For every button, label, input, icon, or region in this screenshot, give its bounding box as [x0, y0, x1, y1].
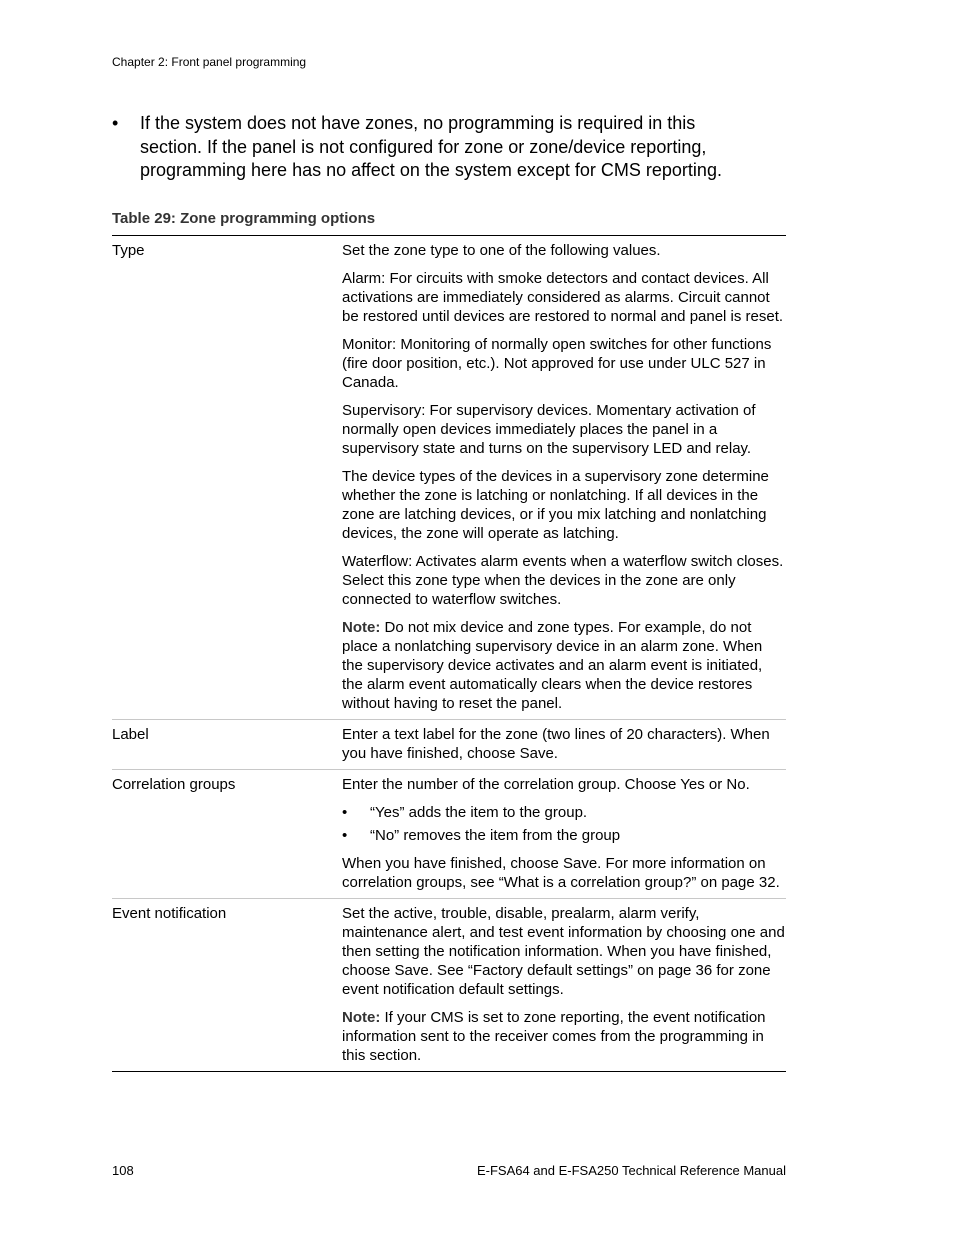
list-item: [342, 803, 786, 822]
intro-text: If the system does not have zones, no programming is required in this section. If the panel is not configured for zone or zone/device reporting, programming here has no affect on the system except for CMS reporting.: [140, 113, 722, 180]
option-name: Event notification: [112, 899, 342, 1072]
note-label: Note:: [342, 1009, 381, 1026]
option-name: Type: [112, 236, 342, 720]
bullet-icon: •: [342, 827, 348, 844]
bullet-list: [342, 803, 786, 845]
table-row: [112, 770, 786, 899]
description-paragraph: Alarm: For circuits with smoke detectors and contact devices. All activations are immediately considered as alarms. Circuit cannot be restored until devices are restored to normal and panel is reset.: [342, 270, 784, 325]
note-text: Do not mix device and zone types. For example, do not place a nonlatching supervisory device in an alarm zone. When the supervisory device activates and an alarm event is initiated, the alarm event automatically clears when the device restores without having to reset the panel.: [342, 619, 763, 712]
bullet-icon: •: [112, 113, 119, 133]
table-row: [112, 236, 786, 720]
description-paragraph: Set the zone type to one of the following values.: [342, 242, 661, 259]
description-paragraph: Waterflow: Activates alarm events when a waterflow switch closes. Select this zone type when the devices in the zone are only connected to waterflow switches.: [342, 553, 784, 608]
description-paragraph: When you have finished, choose Save. For more information on correlation groups, see “What is a correlation group?” on page 32.: [342, 855, 780, 891]
list-item-text: “No” removes the item from the group: [370, 827, 621, 844]
page-number: 108: [112, 1163, 134, 1178]
option-description: [342, 770, 786, 899]
description-paragraph: Supervisory: For supervisory devices. Momentary activation of normally open devices immediately places the panel in a supervisory state and turns on the supervisory LED and relay.: [342, 402, 756, 457]
table-caption: Table 29: Zone programming options: [112, 210, 376, 227]
zone-options-table: [112, 235, 786, 1072]
list-item: [342, 826, 786, 845]
description-paragraph: Set the active, trouble, disable, prealarm, alarm verify, maintenance alert, and test event information by choosing one and then setting the notification information. When you have finished, choose Save. See “Factory default settings” on page 36 for zone event notification default settings.: [342, 905, 785, 998]
option-description: [342, 236, 786, 720]
note-paragraph: [342, 1008, 786, 1065]
table-row: [112, 720, 786, 770]
list-item-text: “Yes” adds the item to the group.: [370, 804, 588, 821]
option-description: [342, 899, 786, 1072]
note-label: Note:: [342, 619, 381, 636]
intro-bullet-item: [112, 112, 752, 183]
note-text: If your CMS is set to zone reporting, the event notification information sent to the receiver comes from the programming in this section.: [342, 1009, 766, 1064]
bullet-icon: •: [342, 804, 348, 821]
option-name: Correlation groups: [112, 770, 342, 899]
option-description: [342, 720, 786, 770]
table-row: [112, 899, 786, 1072]
description-paragraph: Enter the number of the correlation group. Choose Yes or No.: [342, 776, 750, 793]
description-paragraph: Enter a text label for the zone (two lines of 20 characters). When you have finished, choose Save.: [342, 726, 770, 762]
running-header: Chapter 2: Front panel programming: [112, 55, 307, 69]
manual-title: E-FSA64 and E-FSA250 Technical Reference Manual: [476, 1163, 786, 1178]
note-paragraph: [342, 618, 786, 713]
option-name: Label: [112, 720, 342, 770]
description-paragraph: The device types of the devices in a supervisory zone determine whether the zone is latching or nonlatching. If all devices in the zone are latching devices, or if you mix latching and nonlatching devices, the zone will operate as latching.: [342, 468, 769, 542]
description-paragraph: Monitor: Monitoring of normally open switches for other functions (fire door position, etc.). Not approved for use under ULC 527 in Canada.: [342, 336, 772, 391]
